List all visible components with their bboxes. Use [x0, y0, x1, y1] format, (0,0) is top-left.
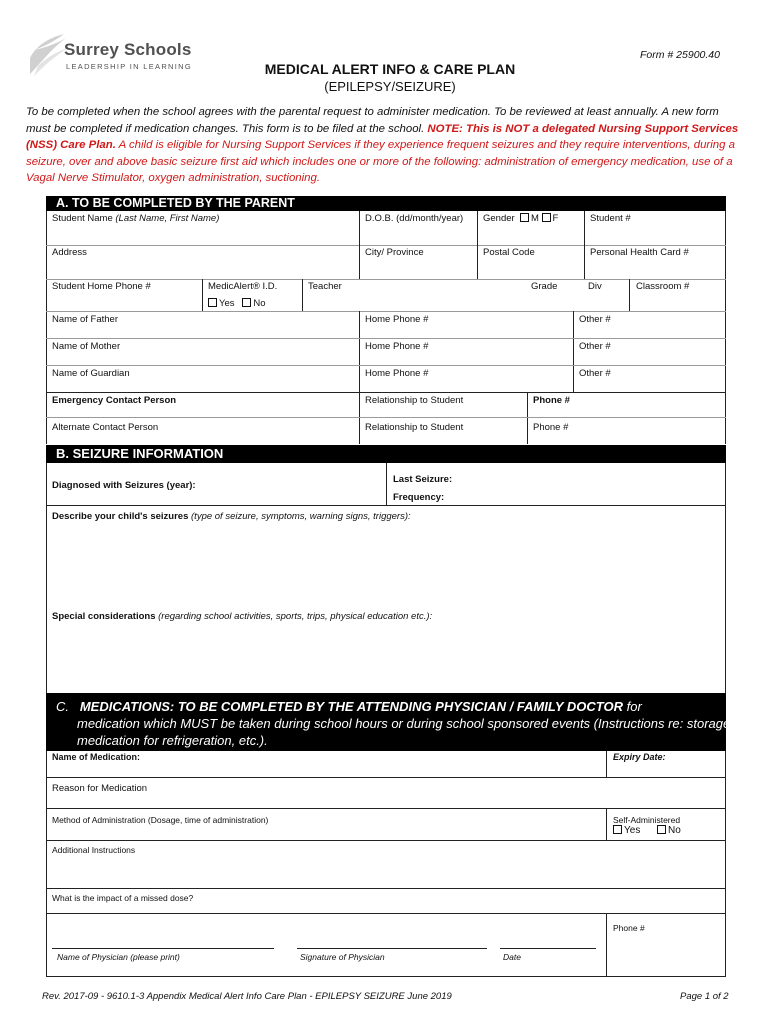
method-label: Method of Administration (Dosage, time of administration) — [52, 815, 269, 825]
row-divider — [46, 392, 726, 393]
intro-text-2: A child is eligible for Nursing Support Services if they experience frequent seizures and they require interventions, during a seizure, over and above basic seizure first aid which includes one or more of the following: administration of emergency medication, use of a Vagal Nerve Stimulator, oxygen administration, suctioning. — [26, 139, 735, 184]
last-seizure-label: Last Seizure: — [393, 474, 453, 485]
physician-name-line — [52, 948, 274, 949]
personal-health-card-label: Personal Health Card # — [590, 247, 689, 258]
page-number: Page 1 of 2 — [680, 991, 729, 1002]
section-c-bottom-border — [46, 976, 726, 977]
mother-home-phone-label: Home Phone # — [365, 341, 429, 352]
divider — [359, 245, 360, 279]
logo-name: Surrey Schools — [64, 40, 192, 59]
grade-label: Grade — [531, 281, 558, 292]
intro-note: NOTE: This is NOT a delegated Nursing Support Services (NSS) Care Plan. — [26, 122, 739, 151]
alternate-contact-label: Alternate Contact Person — [52, 422, 159, 433]
medicalert-yes-checkbox[interactable] — [208, 298, 217, 307]
dob-label: D.O.B. (dd/month/year) — [365, 213, 464, 224]
divider — [477, 245, 478, 279]
divider — [629, 279, 630, 311]
father-home-phone-label: Home Phone # — [365, 314, 429, 325]
gender-f-checkbox[interactable] — [542, 213, 551, 222]
physician-name-label: Name of Physician (please print) — [57, 952, 180, 962]
divider — [584, 245, 585, 279]
student-number-label: Student # — [590, 213, 631, 224]
section-c-header — [46, 693, 745, 751]
section-a-title: A. TO BE COMPLETED BY THE PARENT — [56, 196, 295, 210]
page-title: MEDICAL ALERT INFO & CARE PLAN — [264, 61, 516, 77]
row-divider — [46, 245, 726, 246]
medication-name-label: Name of Medication: — [52, 752, 141, 762]
row-divider — [46, 365, 726, 366]
describe-seizures-label: Describe your child's seizures (type of seizure, symptoms, warning signs, triggers): — [52, 511, 411, 522]
page-subtitle: (EPILEPSY/SEIZURE) — [324, 79, 456, 94]
reason-label: Reason for Medication — [52, 783, 148, 794]
expiry-date-label: Expiry Date: — [613, 752, 666, 762]
student-name-label: Student Name (Last Name, First Name) — [52, 213, 220, 224]
intro-text-1: To be completed when the school agrees with the parental request to administer medication. To be reviewed at least annually. A new form must be completed if medication changes. This form is to be filed at the school. — [26, 106, 719, 135]
divider — [584, 211, 585, 245]
signature-line — [297, 948, 487, 949]
divider — [527, 392, 528, 444]
mother-label: Name of Mother — [52, 341, 121, 352]
logo-tagline: LEADERSHIP IN LEARNING — [66, 62, 192, 71]
divider — [606, 808, 607, 840]
divider — [359, 211, 360, 245]
physician-phone-label: Phone # — [613, 923, 645, 933]
gender-m-checkbox[interactable] — [520, 213, 529, 222]
father-label: Name of Father — [52, 314, 118, 325]
divider — [302, 279, 303, 311]
self-administered-options[interactable]: Yes No — [613, 825, 681, 836]
revision-footer: Rev. 2017-09 - 9610.1-3 Appendix Medical Alert Info Care Plan - EPILEPSY SEIZURE June 2019 — [42, 991, 452, 1002]
section-b-title: B. SEIZURE INFORMATION — [56, 446, 224, 461]
divider — [573, 311, 574, 393]
gender-field[interactable]: Gender M F — [483, 213, 559, 224]
alternate-relationship-label: Relationship to Student — [365, 422, 464, 433]
additional-instructions-label: Additional Instructions — [52, 845, 136, 855]
row-divider — [46, 840, 726, 841]
section-a-header — [46, 196, 726, 211]
section-c-title: C. MEDICATIONS: TO BE COMPLETED BY THE ATTENDING PHYSICIAN / FAMILY DOCTOR for medication which MUST be taken during school hours or during school sponsored events (Instructions re: storage of medication for refrigeration, etc.). — [56, 699, 745, 748]
city-province-label: City/ Province — [365, 247, 424, 258]
emergency-phone-label: Phone # — [533, 395, 570, 406]
row-divider — [46, 417, 726, 418]
divider — [386, 463, 387, 505]
guardian-home-phone-label: Home Phone # — [365, 368, 429, 379]
emergency-contact-label: Emergency Contact Person — [52, 395, 177, 406]
row-divider — [46, 279, 726, 280]
intro-paragraph — [26, 104, 744, 187]
date-line — [500, 948, 596, 949]
section-b-left-border — [46, 463, 47, 693]
father-other-label: Other # — [579, 314, 611, 325]
guardian-label: Name of Guardian — [52, 368, 130, 379]
div-label: Div — [588, 281, 602, 292]
divider — [359, 392, 360, 444]
section-c-right-border — [725, 751, 726, 976]
classroom-label: Classroom # — [636, 281, 690, 292]
address-label: Address — [52, 247, 87, 258]
self-admin-no-checkbox[interactable] — [657, 825, 666, 834]
section-b-header — [46, 445, 726, 463]
row-divider — [46, 913, 726, 914]
divider — [359, 311, 360, 393]
mother-other-label: Other # — [579, 341, 611, 352]
medicalert-label: MedicAlert® I.D. — [208, 281, 278, 292]
divider — [606, 913, 607, 976]
row-divider — [46, 505, 726, 506]
row-divider — [46, 777, 726, 778]
row-divider — [46, 311, 726, 312]
missed-dose-label: What is the impact of a missed dose? — [52, 893, 194, 903]
date-label: Date — [503, 952, 521, 962]
divider — [606, 751, 607, 777]
guardian-other-label: Other # — [579, 368, 611, 379]
section-b-right-border — [725, 463, 726, 693]
self-administered-label: Self-Administered — [613, 815, 681, 825]
row-divider — [46, 338, 726, 339]
frequency-label: Frequency: — [393, 492, 445, 503]
section-c-left-border — [46, 751, 47, 976]
diagnosed-label: Diagnosed with Seizures (year): — [52, 480, 196, 491]
row-divider — [46, 888, 726, 889]
signature-label: Signature of Physician — [300, 952, 385, 962]
form-number: Form # 25900.40 — [640, 49, 720, 61]
emergency-relationship-label: Relationship to Student — [365, 395, 464, 406]
self-admin-yes-checkbox[interactable] — [613, 825, 622, 834]
postal-code-label: Postal Code — [483, 247, 535, 258]
medicalert-options[interactable]: Yes No — [208, 298, 266, 309]
school-logo — [26, 30, 196, 78]
teacher-label: Teacher — [308, 281, 342, 292]
special-considerations-label: Special considerations (regarding school activities, sports, trips, physical education etc.): — [52, 611, 433, 622]
row-divider — [46, 808, 726, 809]
medicalert-no-checkbox[interactable] — [242, 298, 251, 307]
student-home-phone-label: Student Home Phone # — [52, 281, 151, 292]
divider — [202, 279, 203, 311]
alternate-phone-label: Phone # — [533, 422, 569, 433]
divider — [477, 211, 478, 245]
